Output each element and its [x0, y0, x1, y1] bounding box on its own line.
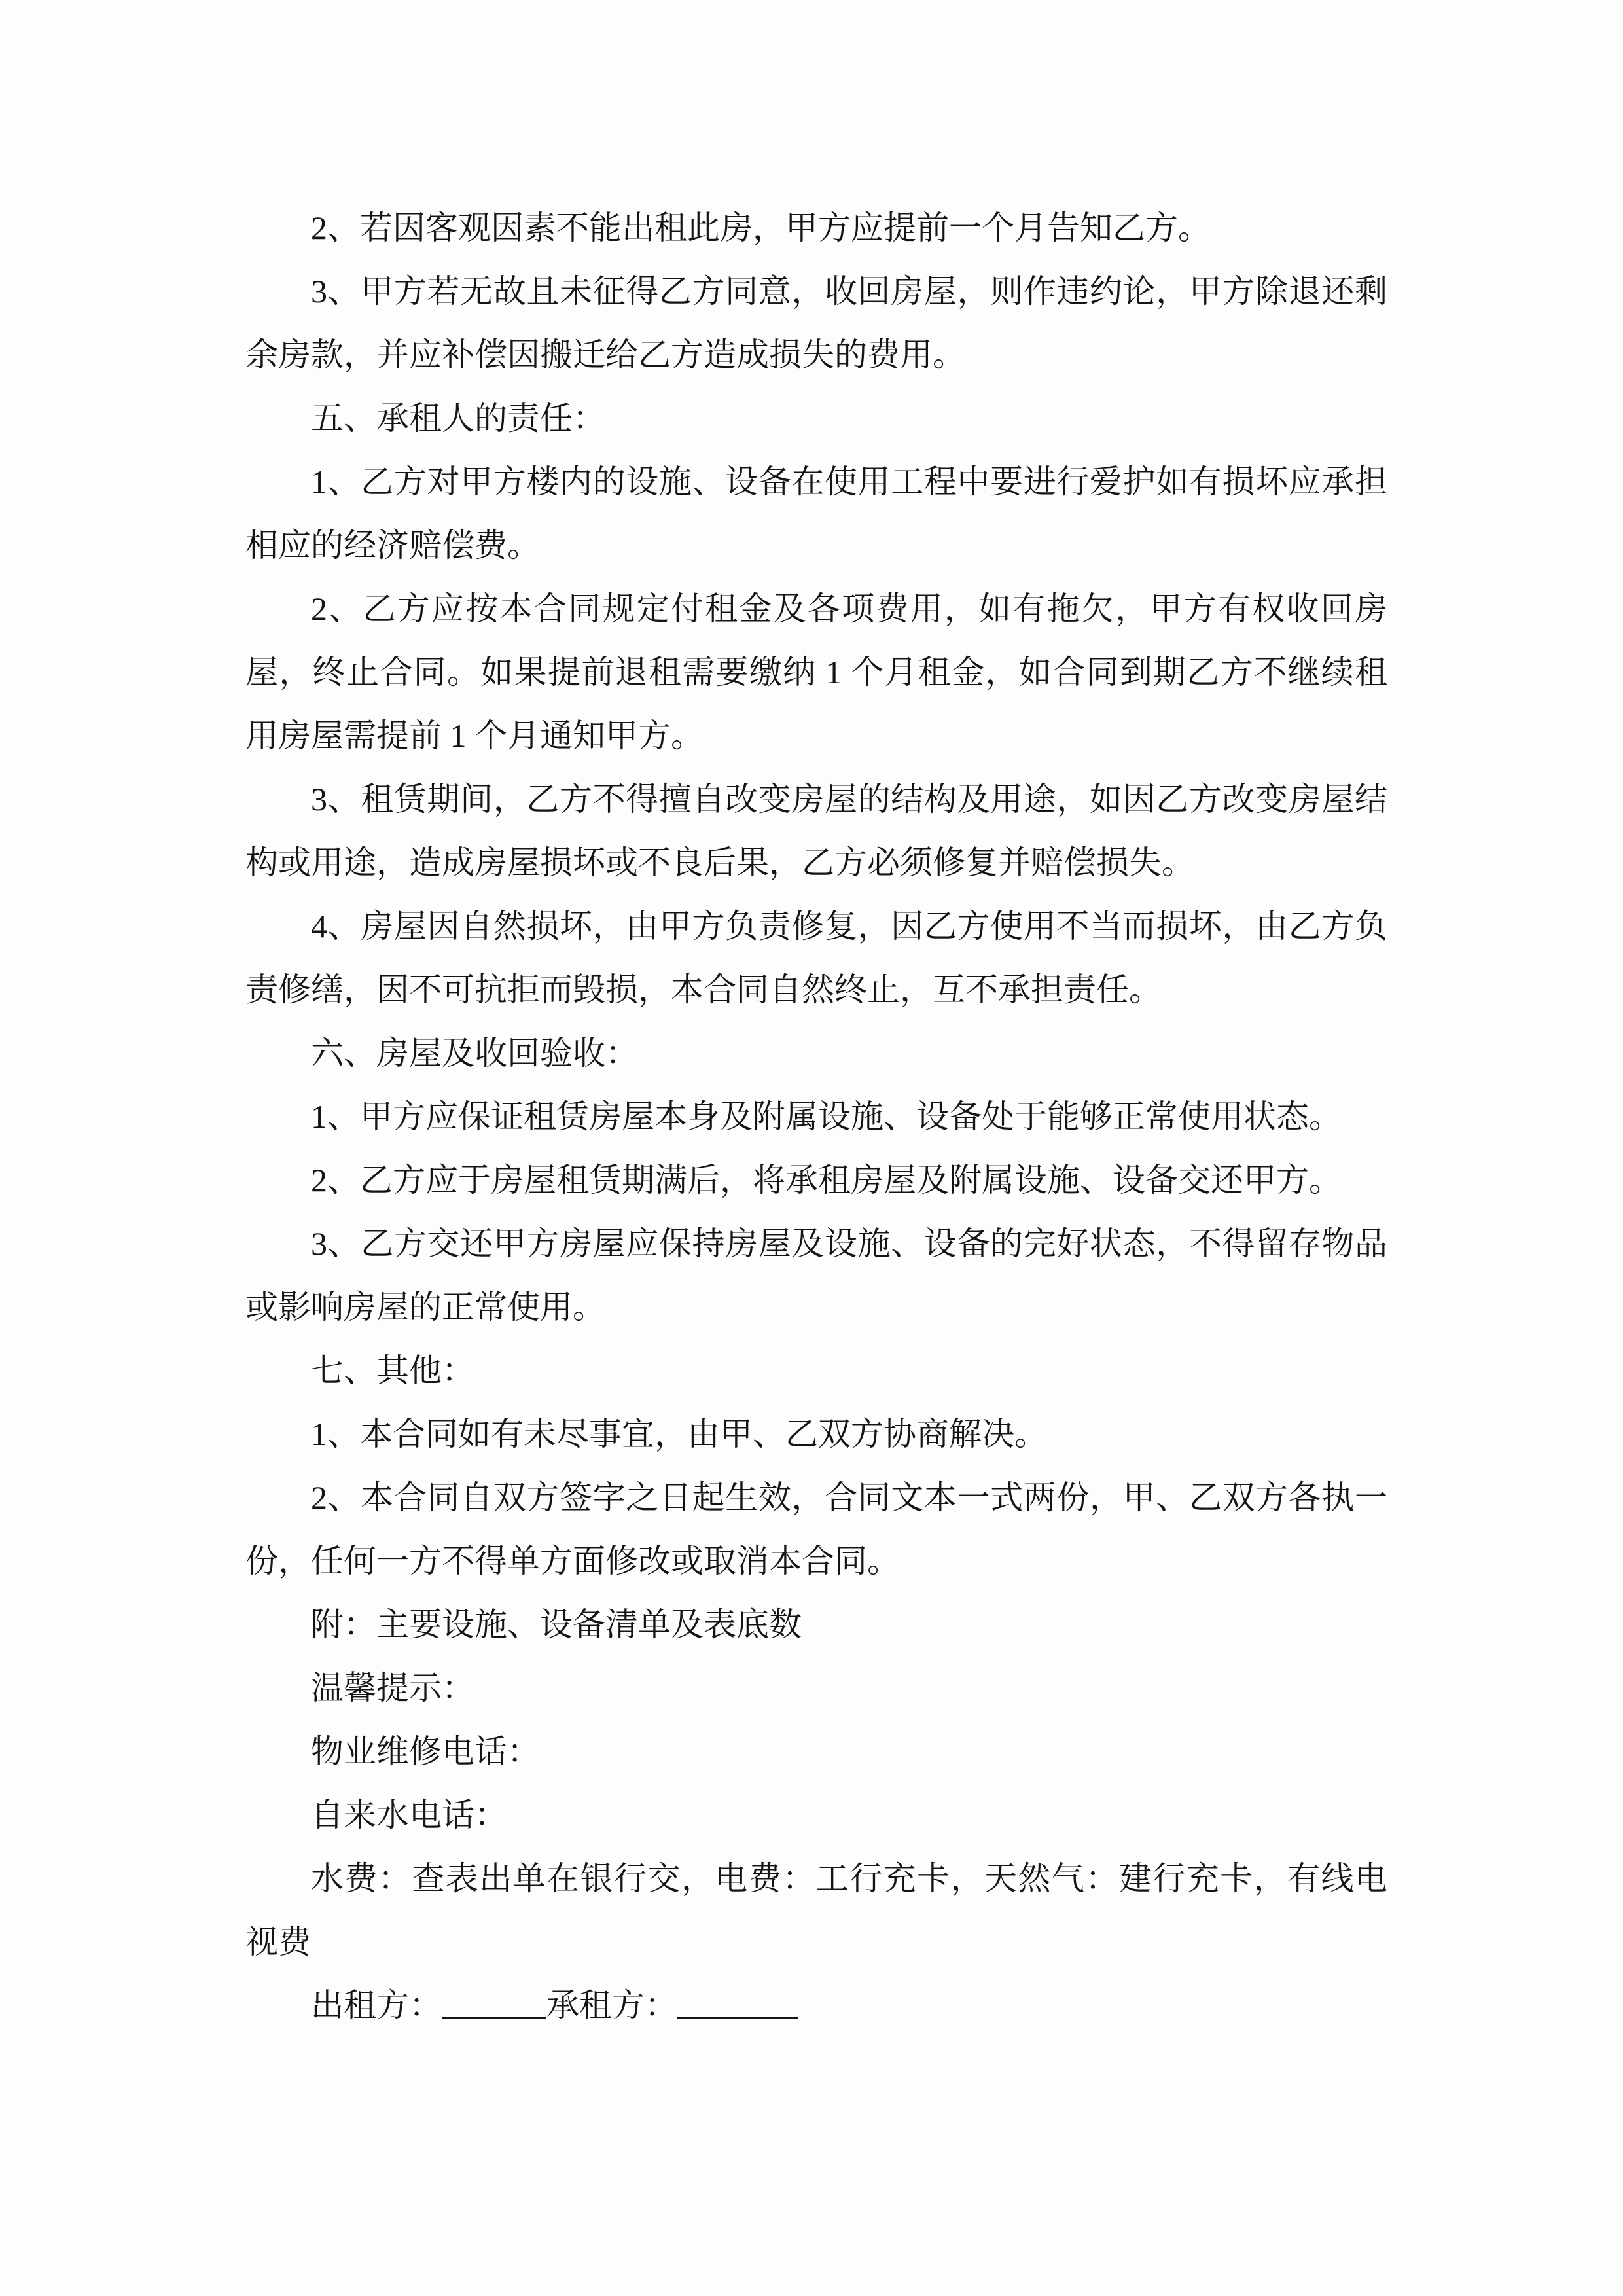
contract-paragraph: 3、乙方交还甲方房屋应保持房屋及设施、设备的完好状态，不得留存物品或影响房屋的正常使用。	[245, 1225, 1387, 1325]
contract-paragraph: 2、本合同自双方签字之日起生效，合同文本一式两份，甲、乙双方各执一份，任何一方不得单方面修改或取消本合同。	[245, 1479, 1387, 1579]
lessor-signature-blank	[442, 1984, 546, 2019]
contract-paragraph: 3、租赁期间，乙方不得擅自改变房屋的结构及用途，如因乙方改变房屋结构或用途，造成房屋损坏或不良后果，乙方必须修复并赔偿损失。	[245, 781, 1387, 881]
contract-paragraph: 2、若因客观因素不能出租此房，甲方应提前一个月告知乙方。	[311, 209, 1211, 246]
contract-paragraph: 温馨提示：	[311, 1670, 474, 1706]
contract-paragraph: 2、乙方应于房屋租赁期满后，将承租房屋及附属设施、设备交还甲方。	[311, 1162, 1342, 1198]
lessee-label: 承租方：	[546, 1987, 677, 2024]
contract-paragraph: 1、乙方对甲方楼内的设施、设备在使用工程中要进行爱护如有损坏应承担相应的经济赔偿费。	[245, 463, 1387, 564]
contract-paragraph: 1、本合同如有未尽事宜，由甲、乙双方协商解决。	[311, 1416, 1047, 1452]
contract-paragraph: 附：主要设施、设备清单及表底数	[311, 1606, 802, 1643]
contract-paragraph: 1、甲方应保证租赁房屋本身及附属设施、设备处于能够正常使用状态。	[311, 1098, 1342, 1135]
lessee-signature-blank	[677, 1984, 798, 2019]
contract-paragraph: 4、房屋因自然损坏，由甲方负责修复，因乙方使用不当而损坏，由乙方负责修缮，因不可抗拒而毁损，本合同自然终止，互不承担责任。	[245, 908, 1387, 1008]
contract-paragraph: 物业维修电话：	[311, 1733, 540, 1770]
contract-paragraphs	[245, 196, 1387, 1974]
signature-line	[245, 1974, 1387, 2037]
contract-paragraph: 七、其他：	[311, 1352, 474, 1389]
contract-paragraph: 水费：查表出单在银行交，电费：工行充卡，天然气：建行充卡，有线电视费	[245, 1860, 1387, 1960]
contract-paragraph: 2、乙方应按本合同规定付租金及各项费用，如有拖欠，甲方有权收回房屋，终止合同。如果提前退租需要缴纳 1 个月租金，如合同到期乙方不继续租用房屋需提前 1 个月通知甲方。	[245, 590, 1387, 754]
lessor-label: 出租方：	[311, 1987, 442, 2024]
contract-paragraph: 自来水电话：	[311, 1797, 507, 1833]
contract-paragraph: 六、房屋及收回验收：	[311, 1035, 638, 1071]
contract-paragraph: 3、甲方若无故且未征得乙方同意，收回房屋，则作违约论，甲方除退还剩余房款，并应补偿因搬迁给乙方造成损失的费用。	[245, 273, 1387, 373]
contract-body	[245, 196, 1387, 2037]
contract-paragraph: 五、承租人的责任：	[311, 400, 605, 437]
